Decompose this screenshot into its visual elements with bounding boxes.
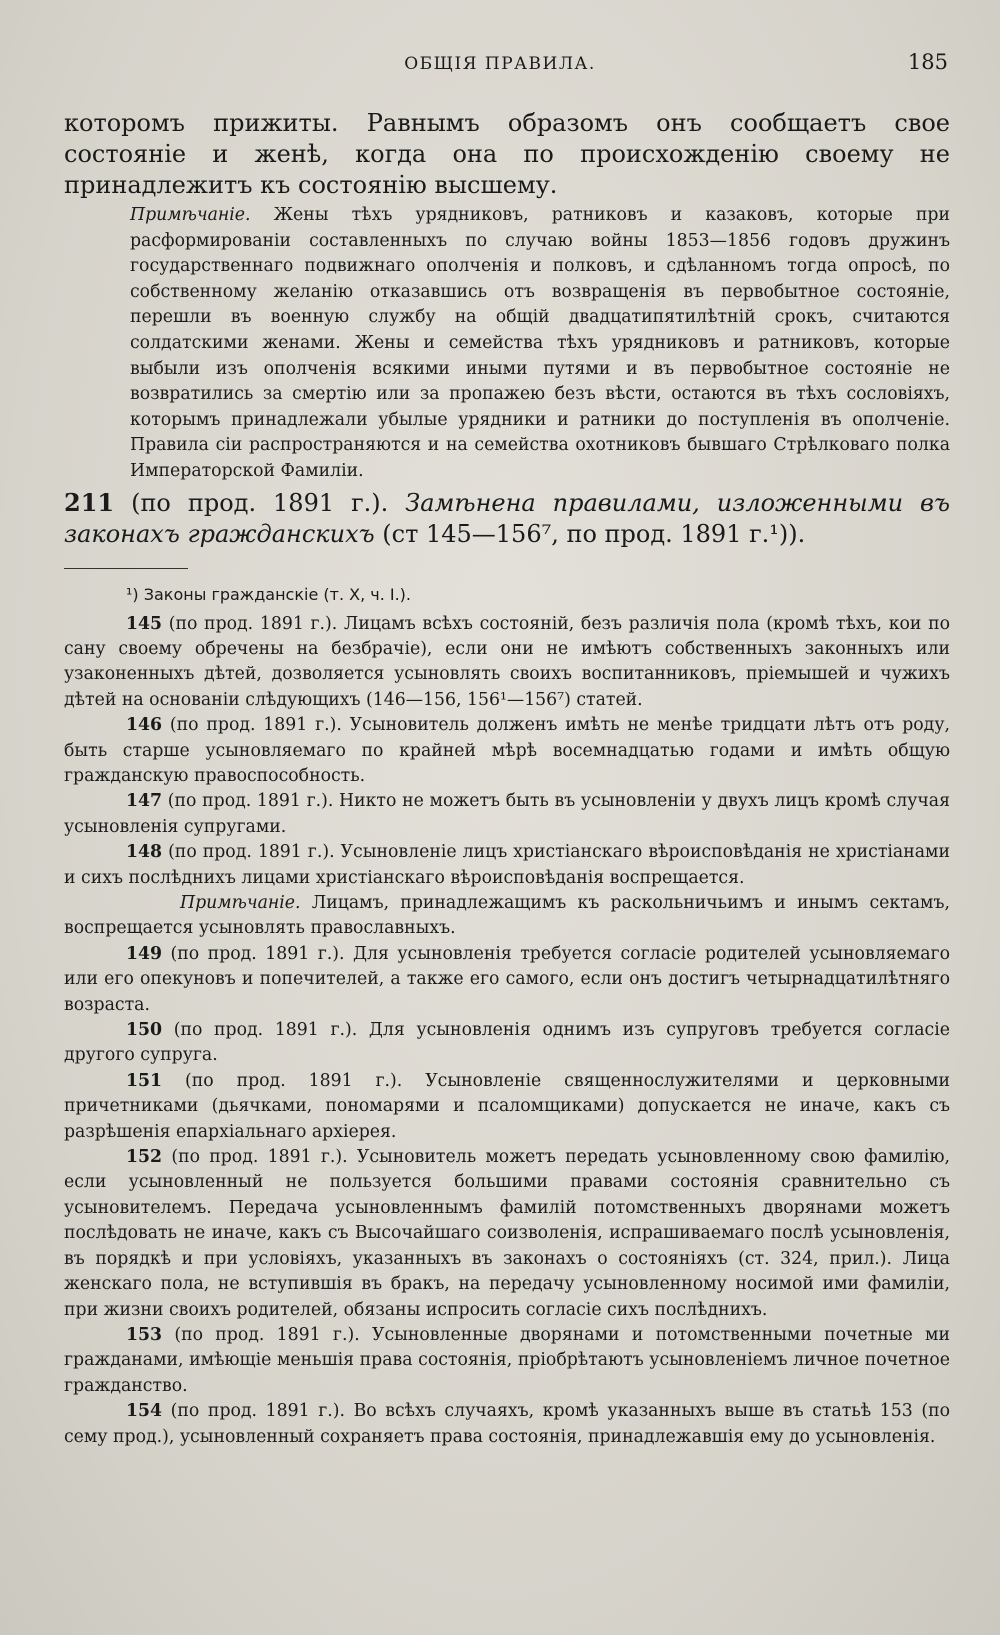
note-text: Жены тѣхъ урядниковъ, ратниковъ и казаковъ, которые при расформированіи составленныхъ по случаю войны 1853—1856 годовъ дружинъ государственнаго подвижнаго ополченія и полковъ, и сдѣланномъ тогда опросѣ, по собственному желанію отказавшись отъ возвращенія въ первобытное состояніе, перешли въ военную службу на общій двадцатипятилѣтній срокъ, считаются солдатскими женами. Жены и семейства тѣхъ урядниковъ и ратниковъ, которые выбыли изъ ополченія всякими иными путями и въ первобытное состояніе не возвратились за смертію или за пропажею безъ вѣсти, остаются въ тѣхъ сословіяхъ, которымъ принадлежали убылые урядники и ратники до поступленія въ ополченіе. Правила сіи распространяются и на семейства охотниковъ бывшаго Стрѣлковаго полка Императорской Фамиліи.: [130, 205, 950, 481]
main-paragraph: которомъ прижиты. Равнымъ образомъ онъ сообщаетъ свое состояніе и женѣ, когда она по происхожденію своему не принадлежитъ къ состоянію высшему.: [64, 109, 950, 199]
footnote-article-number: 152: [126, 1147, 163, 1168]
footnote-article-text: (по прод. 1891 г.). Усыновитель можетъ передать усыновленному свою фамилію, если усыновленный не пользуется большими правами состоянія сравнительно съ усыновителемъ. Передача усыновленнымъ фамилій потомственныхъ дворянами можетъ послѣдовать не иначе, какъ съ Высочайшаго соизволенія, испрашиваемаго послѣ усыновленія, въ порядкѣ и при условіяхъ, указанныхъ въ законахъ о состояніяхъ (ст. 324, прил.). Лица женскаго пола, не вступившія въ бракъ, на передачу усыновленному носимой ими фамиліи, при жизни своихъ родителей, обязаны испросить согласіе сихъ послѣднихъ.: [64, 1147, 950, 1320]
footnote-article-number: 147: [126, 791, 163, 812]
footnote-article-number: 145: [126, 613, 163, 634]
footnote-article: [64, 713, 950, 789]
footnote-article-text: (по прод. 1891 г.). Лицамъ всѣхъ состояній, безъ различія пола (кромѣ тѣхъ, кои по сану своему обречены на безбрачіе), если они не имѣютъ собственныхъ законныхъ или узаконенныхъ дѣтей, дозволяется усыновлять своихъ воспитанниковъ, пріемышей и чужихъ дѣтей на основаніи слѣдующихъ (146—156, 156¹—156⁷) статей.: [64, 613, 950, 710]
article-italic: Замѣнена правилами, изложенными въ законахъ гражданскихъ: [64, 488, 950, 548]
footnote-list: [64, 612, 950, 1450]
footnote-article: [64, 1399, 950, 1450]
page-content: [64, 108, 950, 1450]
footnote-article-number: 148: [126, 842, 163, 863]
footnote-article: [64, 612, 950, 714]
article-post: (ст 145—156⁷, по прод. 1891 г.¹)).: [374, 519, 806, 548]
running-title: ОБЩІЯ ПРАВИЛА.: [404, 54, 596, 74]
article-number: 211: [64, 487, 115, 517]
footnote-article-number: 154: [126, 1401, 163, 1422]
footnote-article-text: Лицамъ, принадлежащимъ къ раскольничьимъ и инымъ сектамъ, воспрещается усыновлять православныхъ.: [64, 893, 950, 939]
footnote-article-number: 149: [126, 943, 163, 964]
article-pre: (по прод. 1891 г.).: [114, 488, 406, 517]
page-number: 185: [907, 50, 948, 74]
footnote-divider: [64, 568, 188, 569]
article-211: [64, 487, 950, 550]
footnote-article: [64, 789, 950, 840]
footnote-article: [64, 1323, 950, 1399]
note-paragraph: [64, 203, 950, 485]
footnote-article: [64, 840, 950, 891]
footnote-heading: ¹) Законы гражданскіе (т. X, ч. I.).: [126, 584, 412, 604]
footnote-article-number: 146: [126, 715, 163, 736]
footnote-article: [64, 942, 950, 1018]
footnote-article-text: (по прод. 1891 г.). Усыновленные дворянами и потомственными почетные ми гражданами, имѣющіе меньшія права состоянія, пріобрѣтаютъ усыновленіемъ личное почетное гражданство.: [64, 1324, 950, 1396]
footnote-article-text: (по прод. 1891 г.). Для усыновленія требуется согласіе родителей усыновляемаго или его опекуновъ и попечителей, а также его самого, если онъ достигъ четырнадцатилѣтняго возраста.: [64, 943, 950, 1015]
page-header: [0, 50, 1000, 80]
note-label: Примѣчаніе.: [130, 205, 251, 225]
footnote-article-number: 153: [126, 1324, 163, 1345]
footnote-note-label: Примѣчаніе.: [180, 893, 301, 913]
footnote-article-text: (по прод. 1891 г.). Усыновленіе священнослужителями и церковными причетниками (дьячками, пономарями и псаломщиками) допускается не иначе, какъ съ разрѣшенія епархіальнаго архіерея.: [64, 1070, 950, 1142]
footnote-article-text: (по прод. 1891 г.). Во всѣхъ случаяхъ, кромѣ указанныхъ выше въ статьѣ 153 (по сему прод.), усыновленный сохраняетъ права состоянія, принадлежавшія ему до усыновленія.: [64, 1401, 950, 1447]
footnote-article: [64, 1069, 950, 1145]
footnote-article-text: (по прод. 1891 г.). Никто не можетъ быть въ усыновленіи у двухъ лицъ кромѣ случая усыновленія супругами.: [64, 791, 950, 837]
footnote-article-number: 151: [126, 1070, 163, 1091]
footnote-article-number: 150: [126, 1020, 163, 1041]
footnote-note: [64, 891, 950, 942]
footnote-article-text: (по прод. 1891 г.). Усыновитель долженъ имѣть не менѣе тридцати лѣтъ отъ роду, быть старше усыновляемаго по крайней мѣрѣ восемнадцатью годами и имѣть общую гражданскую правоспособность.: [64, 715, 950, 786]
footnote-article: [64, 1145, 950, 1323]
footnote-article: [64, 1018, 950, 1069]
footnote-article-text: (по прод. 1891 г.). Усыновленіе лицъ христіанскаго вѣроисповѣданія не христіанами и сихъ послѣднихъ лицами христіанскаго вѣроисповѣданія воспрещается.: [64, 842, 950, 888]
footnote-article-text: (по прод. 1891 г.). Для усыновленія однимъ изъ супруговъ требуется согласіе другого супруга.: [64, 1020, 950, 1066]
